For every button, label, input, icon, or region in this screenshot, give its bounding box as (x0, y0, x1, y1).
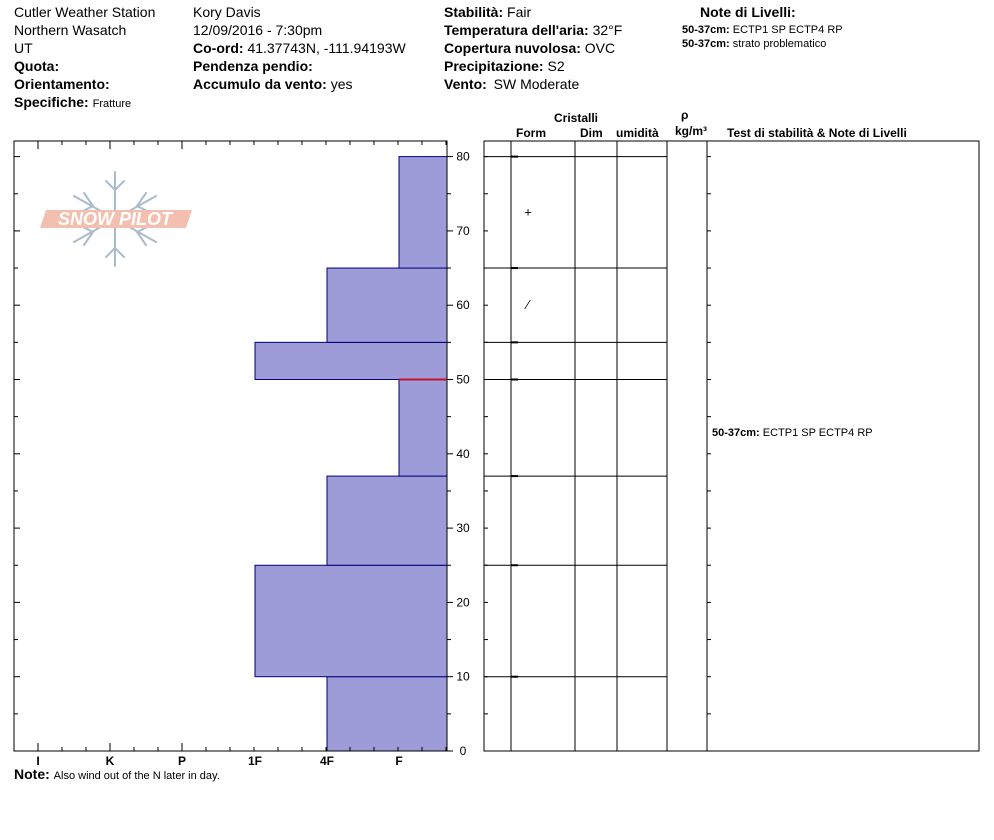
depth-tick-label: 40 (456, 446, 470, 461)
footer-note-label: Note: (14, 766, 50, 782)
hardness-tick-label: F (395, 754, 403, 768)
footer-note (14, 766, 220, 783)
test-note-text: ECTP1 SP ECTP4 RP (762, 427, 873, 439)
stability-label: Stabilità: (444, 4, 504, 20)
density-unit-header: kg/m³ (675, 124, 708, 138)
hardness-layer-bar (399, 157, 447, 268)
elevation-label: Quota: (14, 58, 60, 74)
crystal-form-symbol: ⁄ (526, 297, 530, 313)
hardness-layer-bar (399, 380, 447, 477)
moisture-header: umidità (616, 126, 659, 140)
precip-label: Precipitazione: (444, 58, 544, 74)
observer-name: Kory Davis (193, 4, 261, 20)
depth-tick-label: 70 (456, 223, 470, 238)
precip-value: S2 (547, 58, 565, 74)
wind-label: Vento: (444, 76, 487, 92)
aspect-label: Orientamento: (14, 76, 110, 92)
crystal-form-symbol: + (524, 204, 532, 220)
hardness-layer-bar (327, 476, 447, 565)
depth-tick-label: 80 (456, 149, 470, 164)
layer-note-range: 50-37cm: (682, 24, 730, 36)
windload-label: Accumulo da vento: (193, 76, 327, 92)
cloud-value: OVC (584, 40, 616, 56)
layer-notes-title: Note di Livelli: (700, 4, 796, 20)
depth-tick-label: 30 (456, 521, 470, 536)
stability-value: Fair (507, 4, 532, 20)
observation-datetime: 12/09/2016 - 7:30pm (193, 22, 323, 38)
layer-note-range: 50-37cm: (682, 38, 730, 50)
depth-tick-label: 10 (456, 669, 470, 684)
hardness-layer-bar (255, 565, 447, 676)
size-header: Dim (580, 126, 603, 140)
depth-tick-label: 50 (456, 372, 470, 387)
hardness-tick-label: 1F (247, 754, 263, 768)
hardness-tick-label: P (177, 754, 187, 768)
airtemp-label: Temperatura dell'aria: (444, 22, 589, 38)
depth-tick-label: 60 (456, 298, 470, 313)
hardness-tick-label: K (105, 754, 115, 768)
footer-note-text: Also wind out of the N later in day. (53, 770, 220, 782)
hardness-layer-bar (327, 677, 447, 751)
depth-tick-label: 20 (456, 595, 470, 610)
hardness-tick-label: 4F (319, 754, 335, 768)
layer-note-text: ECTP1 SP ECTP4 RP (732, 24, 843, 36)
hardness-tick-label: I (36, 754, 40, 768)
density-rho-header: ρ (681, 108, 689, 122)
logo-text: SNOW PILOT (58, 209, 172, 229)
depth-tick-label: 0 (459, 744, 467, 758)
coordinates-label: Co-ord: (193, 40, 244, 56)
airtemp-value: 32°F (592, 22, 623, 38)
slope-label: Pendenza pendio: (193, 58, 313, 74)
hardness-layer-bar (255, 342, 447, 379)
hardness-layers (255, 157, 447, 751)
cloud-label: Copertura nuvolosa: (444, 40, 581, 56)
test-note-range: 50-37cm: (712, 427, 760, 439)
location-name: Cutler Weather Station (14, 4, 156, 20)
crystals-header: Cristalli (554, 111, 599, 125)
wind-value: SW Moderate (493, 76, 580, 92)
layer-note-text: strato problematico (732, 38, 827, 50)
form-header: Form (516, 126, 546, 140)
coordinates-value: 41.37743N, -111.94193W (247, 40, 406, 56)
tests-header: Test di stabilità & Note di Livelli (727, 126, 907, 140)
specifics-label: Specifiche: (14, 94, 89, 110)
hardness-layer-bar (327, 268, 447, 342)
layer-table-frame (484, 141, 979, 751)
crystal-form-symbols (524, 204, 532, 312)
stability-test-note (712, 427, 873, 440)
snowpilot-logo (40, 172, 192, 266)
range-name: Northern Wasatch (14, 22, 127, 38)
state-name: UT (14, 40, 33, 56)
windload-value: yes (330, 76, 353, 92)
specifics-value: Fratture (92, 98, 132, 110)
